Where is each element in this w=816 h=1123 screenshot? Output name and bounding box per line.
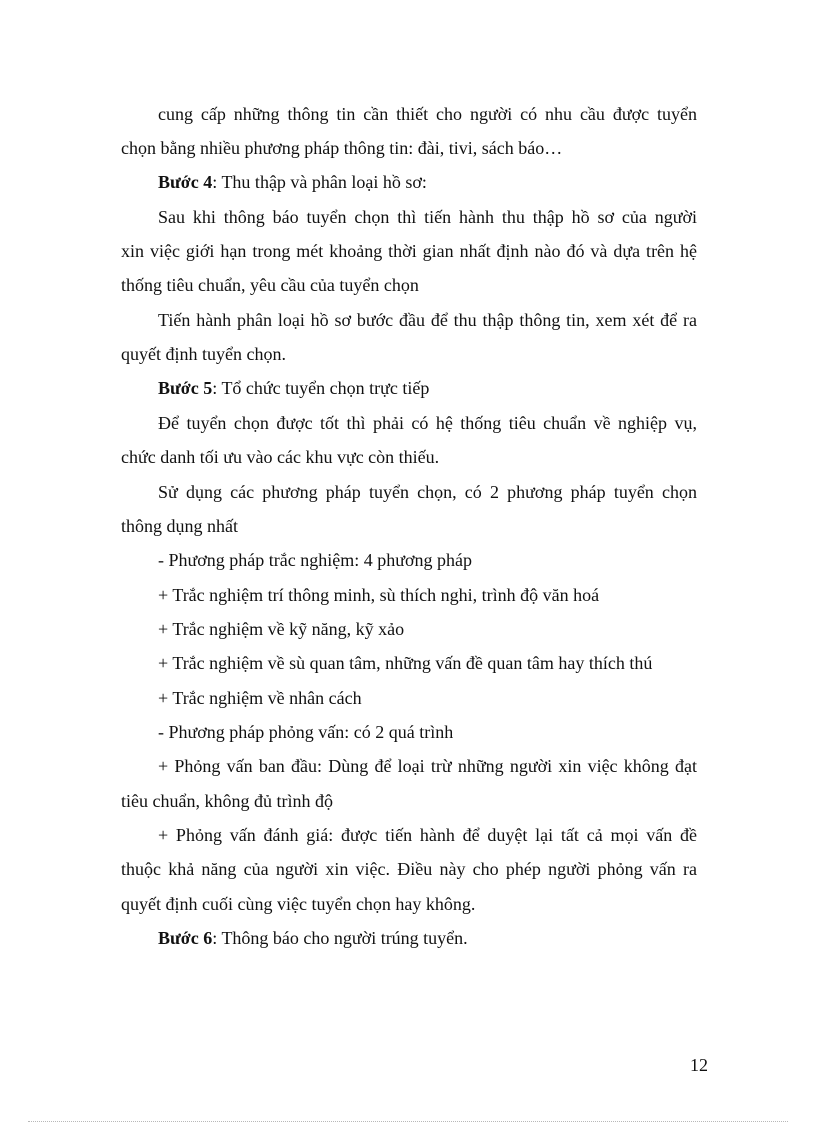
list-item: + Phỏng vấn đánh giá: được tiến hành để duyệt lại tất cả mọi vấn đề	[158, 825, 697, 845]
body-text-line: thông dụng nhất	[121, 516, 238, 536]
list-item: - Phương pháp trắc nghiệm: 4 phương pháp	[158, 550, 472, 570]
page-bottom-divider	[28, 1121, 788, 1122]
step-heading-5: Bước 5: Tổ chức tuyển chọn trực tiếp	[158, 378, 430, 398]
body-text-line: xin việc giới hạn trong mét khoảng thời gian nhất định nào đó và dựa trên hệ	[121, 241, 697, 261]
list-item: + Trắc nghiệm về nhân cách	[158, 688, 362, 708]
list-item: + Trắc nghiệm về sù quan tâm, những vấn đề quan tâm hay thích thú	[158, 653, 653, 673]
body-text-line: thống tiêu chuẩn, yêu cầu của tuyển chọn	[121, 275, 419, 295]
list-item: - Phương pháp phỏng vấn: có 2 quá trình	[158, 722, 454, 742]
list-item: + Phỏng vấn ban đầu: Dùng để loại trừ những người xin việc không đạt	[158, 756, 697, 776]
body-text-line: Tiến hành phân loại hồ sơ bước đầu để thu thập thông tin, xem xét để ra	[158, 310, 697, 330]
body-text-line: quyết định cuối cùng việc tuyển chọn hay không.	[121, 894, 476, 914]
list-item: + Trắc nghiệm trí thông minh, sù thích nghi, trình độ văn hoá	[158, 585, 600, 605]
step-label: Bước 4	[158, 172, 213, 192]
step-heading-6: Bước 6: Thông báo cho người trúng tuyển.	[158, 928, 468, 948]
body-text-line: Để tuyển chọn được tốt thì phải có hệ thống tiêu chuẩn về nghiệp vụ,	[158, 413, 697, 433]
list-item: + Trắc nghiệm về kỹ năng, kỹ xảo	[158, 619, 405, 639]
body-text-line: quyết định tuyển chọn.	[121, 344, 286, 364]
body-text-line: chức danh tối ưu vào các khu vực còn thiếu.	[121, 447, 440, 467]
page-number: 12	[690, 1055, 708, 1075]
body-text-line: cung cấp những thông tin cần thiết cho người có nhu cầu được tuyển	[158, 104, 697, 124]
step-heading-4: Bước 4: Thu thập và phân loại hồ sơ:	[158, 172, 427, 192]
step-label: Bước 6	[158, 928, 213, 948]
body-text-line: chọn bằng nhiều phương pháp thông tin: đài, tivi, sách báo…	[121, 138, 563, 158]
body-text-line: thuộc khả năng của người xin việc. Điều này cho phép người phỏng vấn ra	[121, 859, 697, 879]
body-text-line: Sử dụng các phương pháp tuyển chọn, có 2 phương pháp tuyển chọn	[158, 482, 697, 502]
body-text-line: tiêu chuẩn, không đủ trình độ	[121, 791, 333, 811]
body-text-line: Sau khi thông báo tuyển chọn thì tiến hành thu thập hồ sơ của người	[158, 207, 697, 227]
step-label: Bước 5	[158, 378, 213, 398]
